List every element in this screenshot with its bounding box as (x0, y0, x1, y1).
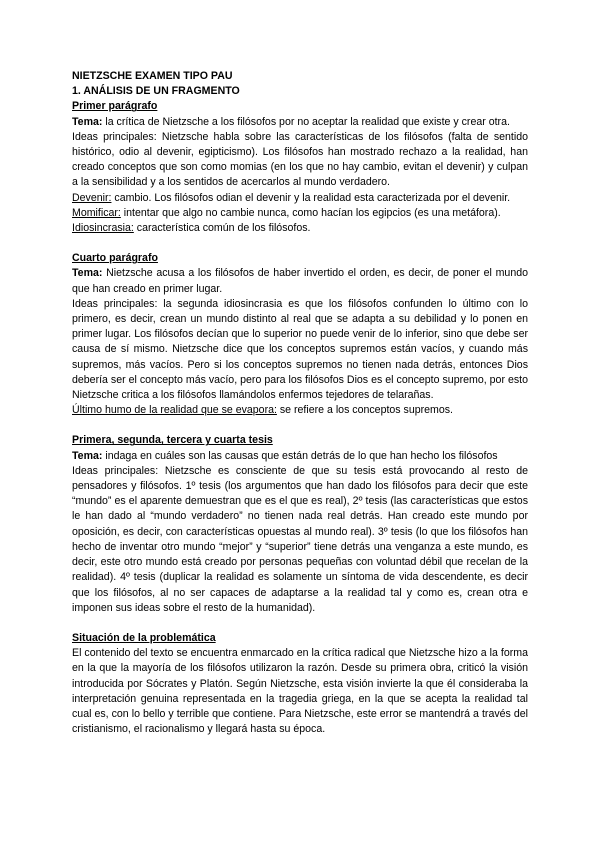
tema-label: Tema: (72, 449, 103, 462)
humo-label: Último humo de la realidad que se evapora: (72, 404, 277, 417)
section-heading-tesis: Primera, segunda, tercera y cuarta tesis (72, 434, 273, 447)
momificar-label: Momificar: (72, 206, 121, 219)
humo-text: se refiere a los conceptos supremos. (276, 404, 453, 417)
tema-label: Tema: (72, 267, 103, 280)
primer-devenir (72, 191, 528, 206)
tema-label: Tema: (72, 115, 103, 128)
devenir-label: Devenir: (72, 191, 112, 204)
idiosincrasia-text: característica común de los filósofos. (133, 222, 311, 235)
section-gap (72, 616, 528, 631)
tema-text: Nietzsche acusa a los filósofos de haber invertido el orden, es decir, de poner el mundo que han creado en primer lugar. (72, 267, 528, 295)
document-subtitle: 1. ANÁLISIS DE UN FRAGMENTO (72, 85, 240, 98)
situacion-text: El contenido del texto se encuentra enmarcado en la crítica radical que Nietzsche hizo a la forma en la que la mayoría de los filósofos utilizaron la razón. Desde su primera obra, criticó la visión introducida por Sócrates y Platón. Según Nietzsche, esta visión invierte la que él consideraba la interpretación genuina representada en la tragedia griega, en la que se acepta la realidad tal cual es, con lo bello y terrible que contiene. Para Nietzsche, este error se mantendrá a través del cristianismo, el racionalismo y llegará hasta su época. (72, 647, 528, 736)
document-title: NIETZSCHE EXAMEN TIPO PAU (72, 70, 233, 82)
tema-text: indaga en cuáles son las causas que están detrás de lo que han hecho los filósofos (102, 449, 498, 462)
primer-idiosincrasia (72, 221, 528, 236)
devenir-text: cambio. Los filósofos odian el devenir y la realidad esta caracterizada por el devenir. (111, 191, 511, 204)
tesis-tema (72, 449, 528, 464)
primer-ideas: Ideas principales: Nietzsche habla sobre las características de los filósofos (falta de sentido histórico, odio al devenir, egipticismo). Los filósofos han mostrado rechazo a la realidad, han creado conceptos que son como momias (en los que no hay cambio, evitan el devenir) y culpan a la sensibilidad y a los sentidos de acercarlos al mundo verdadero. (72, 130, 528, 189)
cuarto-tema (72, 266, 528, 296)
document-page (72, 69, 528, 737)
idiosincrasia-label: Idiosincrasia: (72, 222, 134, 235)
momificar-text: intentar que algo no cambie nunca, como hacían los egipcios (es una metáfora). (120, 206, 501, 219)
primer-momificar (72, 206, 528, 221)
section-heading-situacion: Situación de la problemática (72, 631, 216, 644)
section-heading-primer: Primer parágrafo (72, 100, 158, 113)
section-heading-cuarto: Cuarto parágrafo (72, 252, 158, 265)
primer-tema (72, 115, 528, 130)
cuarto-humo (72, 403, 528, 418)
cuarto-ideas: Ideas principales: la segunda idiosincrasia es que los filósofos confunden lo último con lo primero, es decir, crean un mundo distinto al real que se adapta a su debilidad y lo ponen en primer lugar. Los filósofos decían que lo superior no puede venir de lo inferior, sino que debe ser causa de sí mismo. Nietzsche dice que los conceptos supremos están vacíos, y cuando más supremos, más vacíos. Pero si los conceptos supremos no tienen nada detrás, entonces Dios debería ser el concepto más vacío, pero para los filósofos Dios es el concepto supremo, por esto Nietzsche critica a los filósofos llamándolos enfermos tejedores de telarañas. (72, 297, 528, 402)
tesis-ideas: Ideas principales: Nietzsche es consciente de que su tesis está provocando al resto de pensadores y filósofos. 1º tesis (los argumentos que han dado los filósofos para decir que este “mundo” es el aparente demuestran que es el que es real), 2º tesis (las características que estos le han dado al “mundo verdadero” no tienen nada real detrás. Han creado este mundo por oposición, es decir, con características opuestas al mundo real). 3º tesis (lo que los filósofos han hecho de inventar otro mundo “mejor” y “superior” tiene detrás una venganza a este mundo, es decir, este otro mundo está creado por personas pequeñas con voluntad débil que recelan de la realidad). 4º tesis (duplicar la realidad es solamente un síntoma de vida descendente, es decir que los filósofos, al no ser capaces de adaptarse a la realidad tal y como es, crean otra e imponen sus ideas sobre el resto de la humanidad). (72, 464, 528, 614)
section-gap (72, 418, 528, 433)
section-gap (72, 236, 528, 251)
tema-text: la crítica de Nietzsche a los filósofos por no aceptar la realidad que existe y crear otra. (102, 115, 510, 128)
